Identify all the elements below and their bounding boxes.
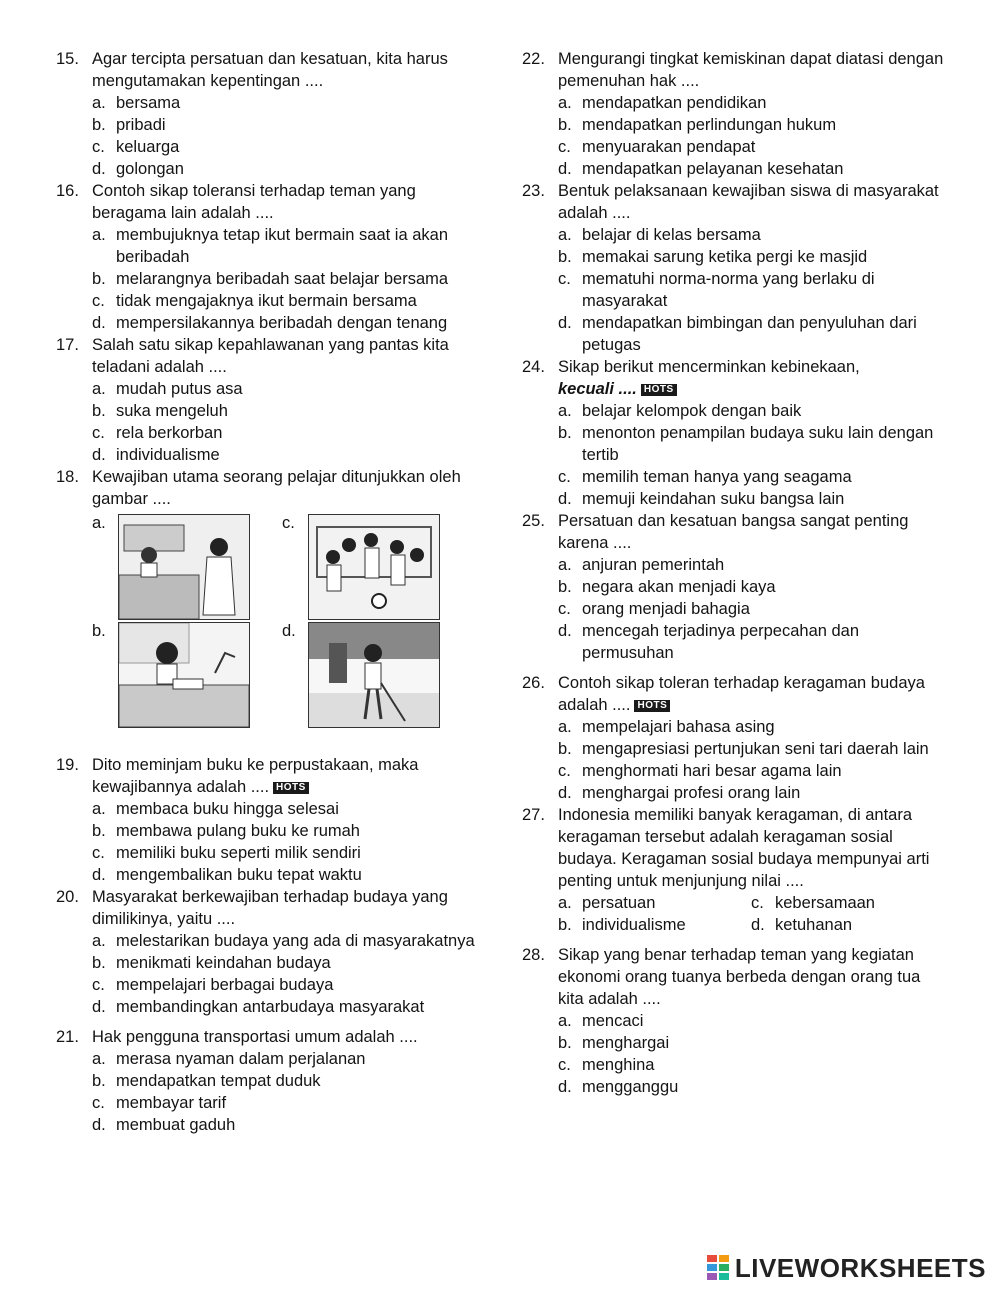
- option-text: belajar di kelas bersama: [582, 226, 761, 244]
- answer-option[interactable]: [522, 1032, 944, 1054]
- question-text: [92, 886, 476, 930]
- answer-option[interactable]: [522, 224, 944, 246]
- answer-option[interactable]: [522, 158, 944, 180]
- question-text-body: Hak pengguna transportasi umum adalah ....: [92, 1028, 418, 1046]
- answer-option[interactable]: [56, 268, 476, 290]
- question-text-body: Kewajiban utama seorang pelajar ditunjukkan oleh gambar ....: [92, 468, 461, 508]
- question-text: [558, 944, 944, 1010]
- answer-option[interactable]: [522, 400, 944, 422]
- brand-text: LIVEWORKSHEETS: [734, 1252, 986, 1283]
- question-text: [558, 356, 944, 400]
- answer-option[interactable]: [56, 820, 476, 842]
- option-letter: b.: [558, 116, 572, 134]
- spacer: [522, 664, 944, 672]
- option-text: memiliki buku seperti milik sendiri: [116, 844, 361, 862]
- hots-badge: HOTS: [273, 782, 309, 794]
- question-26: [522, 672, 944, 804]
- question-text: [558, 48, 944, 92]
- answer-option[interactable]: [522, 488, 944, 510]
- option-text: bersama: [116, 94, 181, 112]
- answer-option[interactable]: [56, 136, 476, 158]
- answer-option[interactable]: [56, 400, 476, 422]
- question-stem: [522, 180, 944, 224]
- answer-option[interactable]: [522, 246, 944, 268]
- question-text: [92, 180, 476, 224]
- question-stem: [56, 466, 476, 510]
- question-text: [92, 754, 476, 798]
- question-text-body: Persatuan dan kesatuan bangsa sangat penting karena ....: [558, 512, 909, 552]
- question-number: 15.: [56, 50, 79, 68]
- option-letter: a.: [92, 932, 106, 950]
- question-text-body: Dito meminjam buku ke perpustakaan, maka kewajibannya adalah ....: [92, 756, 419, 796]
- answer-option[interactable]: [56, 1092, 476, 1114]
- option-letter: b.: [92, 822, 106, 840]
- answer-option[interactable]: [522, 1076, 944, 1098]
- option-letter: d.: [558, 622, 572, 640]
- option-row: [522, 914, 944, 936]
- question-stem: [56, 886, 476, 930]
- question-19: [56, 754, 476, 886]
- question-22: [522, 48, 944, 180]
- option-letter: d.: [92, 314, 106, 332]
- answer-option[interactable]: [56, 444, 476, 466]
- question-number: 24.: [522, 358, 545, 376]
- answer-option[interactable]: [522, 760, 944, 782]
- answer-option[interactable]: [56, 378, 476, 400]
- option-letter: b.: [558, 1034, 572, 1052]
- option-text: menghina: [582, 1056, 655, 1074]
- question-text-body: Contoh sikap toleran terhadap keragaman budaya adalah ....: [558, 674, 925, 714]
- answer-option[interactable]: [522, 1010, 944, 1032]
- question-stem: [522, 48, 944, 92]
- question-stem: [522, 672, 944, 716]
- option-letter: b.: [558, 248, 572, 266]
- answer-option[interactable]: [522, 312, 944, 356]
- answer-option[interactable]: [558, 914, 751, 936]
- answer-option[interactable]: [522, 782, 944, 804]
- liveworksheets-logo: [707, 1252, 986, 1284]
- option-letter: b.: [92, 116, 106, 134]
- option-letter: c.: [92, 976, 105, 994]
- option-letter: d.: [558, 1078, 572, 1096]
- option-text: menikmati keindahan budaya: [116, 954, 331, 972]
- question-text-body: Contoh sikap toleransi terhadap teman yang beragama lain adalah ....: [92, 182, 416, 222]
- left-column: [56, 48, 476, 1136]
- option-text: negara akan menjadi kaya: [582, 578, 776, 596]
- option-text: mengapresiasi pertunjukan seni tari daerah lain: [582, 740, 929, 758]
- question-number: 23.: [522, 182, 545, 200]
- option-text: melarangnya beribadah saat belajar bersama: [116, 270, 449, 288]
- picture-option-label: c.: [282, 514, 295, 532]
- option-letter: b.: [558, 424, 572, 442]
- option-text: mendapatkan pendidikan: [582, 94, 767, 112]
- hots-badge: HOTS: [634, 700, 670, 712]
- question-stem: [522, 944, 944, 1010]
- option-letter: d.: [558, 784, 572, 802]
- option-letter: a.: [558, 94, 572, 112]
- option-letter: c.: [558, 1056, 571, 1074]
- option-text: membayar tarif: [116, 1094, 227, 1112]
- answer-option[interactable]: [56, 974, 476, 996]
- question-text-body: Bentuk pelaksanaan kewajiban siswa di masyarakat adalah ....: [558, 182, 939, 222]
- question-number: 16.: [56, 182, 79, 200]
- option-letter: d.: [751, 916, 765, 934]
- option-letter: a.: [558, 1012, 572, 1030]
- option-text: mencegah terjadinya perpecahan dan permusuhan: [582, 622, 860, 662]
- question-text: [558, 510, 944, 554]
- answer-option[interactable]: [751, 892, 944, 914]
- option-letter: a.: [558, 226, 572, 244]
- option-text: membaca buku hingga selesai: [116, 800, 339, 818]
- spacer: [56, 1018, 476, 1026]
- answer-option[interactable]: [522, 598, 944, 620]
- option-letter: a.: [92, 226, 106, 244]
- option-letter: a.: [92, 800, 106, 818]
- answer-option[interactable]: [522, 422, 944, 466]
- answer-option[interactable]: [56, 114, 476, 136]
- question-23: [522, 180, 944, 356]
- question-number: 18.: [56, 468, 79, 486]
- option-letter: b.: [92, 954, 106, 972]
- option-text: orang menjadi bahagia: [582, 600, 750, 618]
- answer-option[interactable]: [522, 738, 944, 760]
- picture-option-d[interactable]: [308, 622, 440, 728]
- option-text: keluarga: [116, 138, 180, 156]
- question-28: [522, 944, 944, 1098]
- answer-option[interactable]: [56, 1048, 476, 1070]
- question-21: [56, 1026, 476, 1136]
- question-stem: [56, 334, 476, 378]
- option-letter: d.: [92, 446, 106, 464]
- question-18: [56, 466, 476, 748]
- question-text: [558, 180, 944, 224]
- option-text: rela berkorban: [116, 424, 223, 442]
- option-letter: c.: [92, 138, 105, 156]
- option-letter: d.: [92, 998, 106, 1016]
- option-text: mendapatkan pelayanan kesehatan: [582, 160, 844, 178]
- question-number: 22.: [522, 50, 545, 68]
- answer-option[interactable]: [56, 930, 476, 952]
- answer-option[interactable]: [56, 1070, 476, 1092]
- answer-option[interactable]: [751, 914, 944, 936]
- answer-option[interactable]: [56, 290, 476, 312]
- option-text: mempersilakannya beribadah dengan tenang: [116, 314, 448, 332]
- option-text: membandingkan antarbudaya masyarakat: [116, 998, 425, 1016]
- option-letter: a.: [92, 1050, 106, 1068]
- option-letter: c.: [558, 600, 571, 618]
- option-letter: a.: [558, 718, 572, 736]
- option-text: memuji keindahan suku bangsa lain: [582, 490, 845, 508]
- option-letter: d.: [558, 160, 572, 178]
- option-text: merasa nyaman dalam perjalanan: [116, 1050, 366, 1068]
- answer-option[interactable]: [56, 1114, 476, 1136]
- question-stem: [522, 510, 944, 554]
- option-text: mencaci: [582, 1012, 644, 1030]
- answer-option[interactable]: [522, 716, 944, 738]
- question-number: 17.: [56, 336, 79, 354]
- option-letter: b.: [558, 916, 572, 934]
- option-text: belajar kelompok dengan baik: [582, 402, 802, 420]
- answer-option[interactable]: [56, 312, 476, 334]
- option-letter: b.: [92, 402, 106, 420]
- question-text-body: Masyarakat berkewajiban terhadap budaya yang dimilikinya, yaitu ....: [92, 888, 448, 928]
- question-number: 19.: [56, 756, 79, 774]
- question-number: 21.: [56, 1028, 79, 1046]
- question-stem: [522, 356, 944, 400]
- option-text: menyuarakan pendapat: [582, 138, 756, 156]
- option-letter: a.: [558, 402, 572, 420]
- option-text: suka mengeluh: [116, 402, 228, 420]
- option-row: [522, 892, 944, 914]
- option-letter: b.: [558, 740, 572, 758]
- question-number: 25.: [522, 512, 545, 530]
- picture-option-label: a.: [92, 514, 106, 532]
- option-text: persatuan: [582, 894, 656, 912]
- question-text: [92, 334, 476, 378]
- option-letter: c.: [558, 762, 571, 780]
- answer-option[interactable]: [56, 842, 476, 864]
- picture-option-a[interactable]: [118, 514, 250, 620]
- option-text: mempelajari bahasa asing: [582, 718, 775, 736]
- option-text: mematuhi norma-norma yang berlaku di masyarakat: [582, 270, 875, 310]
- question-text: [558, 804, 944, 892]
- option-letter: d.: [92, 1116, 106, 1134]
- option-letter: a.: [558, 894, 572, 912]
- option-text: mendapatkan bimbingan dan penyuluhan dari petugas: [582, 314, 917, 354]
- question-number: 26.: [522, 674, 545, 692]
- option-letter: b.: [92, 1072, 106, 1090]
- question-27: [522, 804, 944, 936]
- option-text: membuat gaduh: [116, 1116, 236, 1134]
- answer-option[interactable]: [522, 268, 944, 312]
- answer-option[interactable]: [56, 952, 476, 974]
- option-text: anjuran pemerintah: [582, 556, 725, 574]
- question-stem: [522, 804, 944, 892]
- option-text: memakai sarung ketika pergi ke masjid: [582, 248, 868, 266]
- answer-option[interactable]: [56, 996, 476, 1018]
- answer-option[interactable]: [56, 224, 476, 268]
- question-text: [558, 672, 944, 716]
- option-text: mendapatkan tempat duduk: [116, 1072, 321, 1090]
- question-number: 20.: [56, 888, 79, 906]
- question-text-body: Mengurangi tingkat kemiskinan dapat diatasi dengan pemenuhan hak ....: [558, 50, 944, 90]
- answer-option[interactable]: [522, 1054, 944, 1076]
- liveworksheets-logo-icon: [707, 1255, 731, 1281]
- option-letter: c.: [92, 844, 105, 862]
- question-text: [92, 48, 476, 92]
- kecuali-label: kecuali ....: [558, 380, 637, 398]
- question-number: 28.: [522, 946, 545, 964]
- option-letter: b.: [558, 578, 572, 596]
- option-text: golongan: [116, 160, 184, 178]
- answer-option[interactable]: [522, 466, 944, 488]
- answer-option[interactable]: [522, 576, 944, 598]
- picture-option-label: d.: [282, 622, 296, 640]
- option-letter: d.: [558, 490, 572, 508]
- hots-badge: HOTS: [641, 384, 677, 396]
- question-text-body: Salah satu sikap kepahlawanan yang pantas kita teladani adalah ....: [92, 336, 449, 376]
- answer-option[interactable]: [56, 422, 476, 444]
- option-letter: c.: [92, 292, 105, 310]
- answer-option[interactable]: [522, 92, 944, 114]
- option-letter: c.: [558, 138, 571, 156]
- option-text: melestarikan budaya yang ada di masyarakatnya: [116, 932, 475, 950]
- option-letter: d.: [92, 160, 106, 178]
- question-text: [92, 466, 476, 510]
- option-letter: c.: [558, 270, 571, 288]
- option-text: pribadi: [116, 116, 166, 134]
- option-text: menghormati hari besar agama lain: [582, 762, 842, 780]
- question-stem: [56, 1026, 476, 1048]
- question-stem: [56, 48, 476, 92]
- question-25: [522, 510, 944, 664]
- question-text-body: Sikap berikut mencerminkan kebinekaan,: [558, 358, 860, 376]
- question-text-body: Sikap yang benar terhadap teman yang kegiatan ekonomi orang tuanya berbeda dengan orang tua kita adalah ....: [558, 946, 921, 1008]
- spacer: [522, 936, 944, 944]
- answer-option[interactable]: [56, 798, 476, 820]
- question-number: 27.: [522, 806, 545, 824]
- picture-option-label: b.: [92, 622, 106, 640]
- question-text-body: Indonesia memiliki banyak keragaman, di antara keragaman tersebut adalah keragaman sosial budaya. Keragaman sosial budaya mempunyai arti penting untuk menjunjung nilai ....: [558, 806, 930, 890]
- answer-option[interactable]: [522, 136, 944, 158]
- question-stem: [56, 754, 476, 798]
- option-text: menghargai: [582, 1034, 670, 1052]
- option-text: mendapatkan perlindungan hukum: [582, 116, 837, 134]
- option-letter: c.: [558, 468, 571, 486]
- option-text: mengembalikan buku tepat waktu: [116, 866, 362, 884]
- answer-option[interactable]: [56, 92, 476, 114]
- option-text: ketuhanan: [775, 916, 853, 934]
- question-stem: [56, 180, 476, 224]
- option-text: mengganggu: [582, 1078, 679, 1096]
- answer-option[interactable]: [522, 620, 944, 664]
- answer-option[interactable]: [56, 864, 476, 886]
- option-text: mempelajari berbagai budaya: [116, 976, 334, 994]
- option-text: menonton penampilan budaya suku lain dengan tertib: [582, 424, 934, 464]
- option-text: individualisme: [582, 916, 686, 934]
- option-text: individualisme: [116, 446, 220, 464]
- option-letter: c.: [751, 894, 764, 912]
- question-text: [92, 1026, 476, 1048]
- option-text: tidak mengajaknya ikut bermain bersama: [116, 292, 417, 310]
- answer-option[interactable]: [558, 892, 751, 914]
- option-letter: a.: [92, 380, 106, 398]
- right-column: [522, 48, 944, 1098]
- question-24: [522, 356, 944, 510]
- question-15: [56, 48, 476, 180]
- option-letter: c.: [92, 1094, 105, 1112]
- answer-option[interactable]: [522, 114, 944, 136]
- option-letter: a.: [92, 94, 106, 112]
- question-16: [56, 180, 476, 334]
- answer-option[interactable]: [56, 158, 476, 180]
- option-letter: d.: [92, 866, 106, 884]
- question-20: [56, 886, 476, 1018]
- option-text: membawa pulang buku ke rumah: [116, 822, 360, 840]
- picture-option-b[interactable]: [118, 622, 250, 728]
- option-text: membujuknya tetap ikut bermain saat ia akan beribadah: [116, 226, 449, 266]
- option-text: memilih teman hanya yang seagama: [582, 468, 852, 486]
- option-letter: d.: [558, 314, 572, 332]
- picture-option-c[interactable]: [308, 514, 440, 620]
- option-letter: c.: [92, 424, 105, 442]
- option-letter: a.: [558, 556, 572, 574]
- answer-option[interactable]: [522, 554, 944, 576]
- option-text: mudah putus asa: [116, 380, 243, 398]
- option-letter: b.: [92, 270, 106, 288]
- option-text: kebersamaan: [775, 894, 875, 912]
- option-text: menghargai profesi orang lain: [582, 784, 801, 802]
- picture-options: [56, 514, 476, 748]
- question-text-body: Agar tercipta persatuan dan kesatuan, kita harus mengutamakan kepentingan ....: [92, 50, 448, 90]
- question-17: [56, 334, 476, 466]
